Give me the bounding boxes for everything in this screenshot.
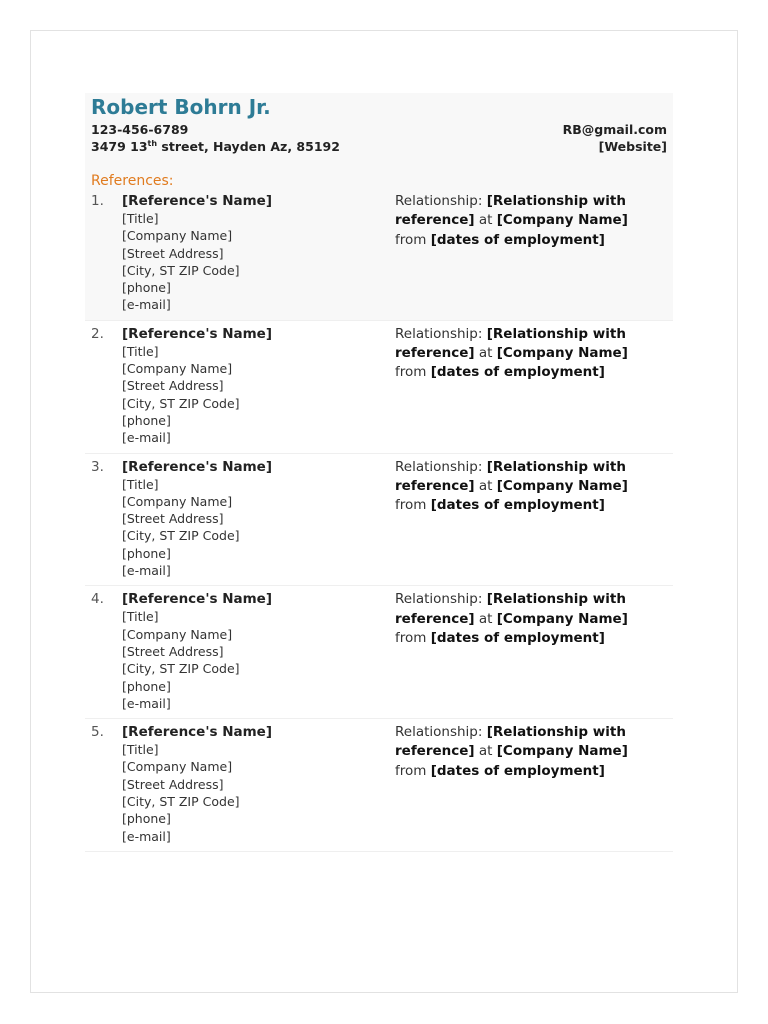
reference-item	[85, 190, 673, 321]
reference-number: 4.	[91, 591, 104, 608]
relationship-value: [Relationship with reference]	[395, 591, 626, 627]
contact-right	[563, 121, 667, 155]
address-number: 3479 13	[91, 139, 148, 154]
reference-phone: [phone]	[122, 280, 171, 296]
reference-city: [City, ST ZIP Code]	[122, 262, 240, 278]
relationship-company: [Company Name]	[496, 610, 628, 627]
from-label: from	[395, 762, 431, 779]
reference-email: [e-mail]	[122, 563, 171, 579]
relationship-company: [Company Name]	[496, 743, 628, 760]
at-label: at	[474, 610, 497, 627]
phone-number: 123-456-6789	[91, 122, 189, 137]
reference-title: [Title]	[122, 609, 159, 625]
reference-title: [Title]	[122, 343, 159, 359]
reference-street: [Street Address]	[122, 245, 224, 261]
from-label: from	[395, 629, 431, 646]
at-label: at	[474, 477, 497, 494]
reference-company: [Company Name]	[122, 361, 233, 377]
reference-title: [Title]	[122, 742, 159, 758]
at-label: at	[474, 345, 497, 362]
reference-name: [Reference's Name]	[122, 591, 273, 608]
reference-name: [Reference's Name]	[122, 193, 273, 209]
email-address: RB@gmail.com	[562, 122, 667, 137]
reference-contact	[122, 723, 395, 845]
contact-row	[91, 121, 667, 155]
reference-city: [City, ST ZIP Code]	[122, 661, 240, 677]
from-label: from	[395, 497, 431, 514]
at-label: at	[474, 212, 497, 229]
relationship-label: Relationship:	[395, 325, 487, 342]
reference-number: 5.	[91, 724, 104, 741]
reference-street: [Street Address]	[122, 378, 224, 394]
reference-street: [Street Address]	[122, 776, 224, 792]
section-title: References:	[91, 173, 174, 189]
reference-company: [Company Name]	[122, 493, 233, 509]
reference-name: [Reference's Name]	[122, 724, 273, 741]
employment-dates: [dates of employment]	[430, 231, 605, 248]
reference-name: [Reference's Name]	[122, 458, 273, 475]
reference-phone: [phone]	[122, 545, 171, 561]
relationship-label: Relationship:	[395, 458, 487, 475]
document-page	[30, 30, 738, 993]
reference-email: [e-mail]	[122, 828, 171, 844]
reference-number: 1.	[91, 193, 104, 209]
reference-city: [City, ST ZIP Code]	[122, 395, 240, 411]
reference-item	[85, 586, 673, 719]
reference-relationship	[395, 458, 667, 580]
reference-city: [City, ST ZIP Code]	[122, 794, 240, 810]
reference-title: [Title]	[122, 211, 159, 226]
reference-phone: [phone]	[122, 811, 171, 827]
reference-item	[85, 454, 673, 587]
reference-contact	[122, 325, 395, 447]
reference-relationship	[395, 590, 667, 712]
reference-phone: [phone]	[122, 678, 171, 694]
reference-number: 3.	[91, 458, 104, 475]
reference-phone: [phone]	[122, 412, 171, 428]
reference-contact	[122, 458, 395, 580]
employment-dates: [dates of employment]	[430, 762, 605, 779]
reference-street: [Street Address]	[122, 511, 224, 527]
website: [Website]	[598, 139, 667, 154]
from-label: from	[395, 231, 431, 248]
relationship-company: [Company Name]	[496, 477, 628, 494]
document-content	[85, 93, 673, 852]
employment-dates: [dates of employment]	[430, 629, 605, 646]
reference-name: [Reference's Name]	[122, 325, 273, 342]
contact-left	[91, 121, 340, 155]
employment-dates: [dates of employment]	[430, 364, 605, 381]
reference-company: [Company Name]	[122, 759, 233, 775]
reference-list	[85, 190, 673, 852]
reference-number: 2.	[91, 325, 104, 342]
reference-relationship	[395, 325, 667, 447]
address-suffix: th	[147, 138, 158, 148]
reference-relationship	[395, 723, 667, 845]
relationship-value: [Relationship with reference]	[395, 325, 626, 362]
reference-company: [Company Name]	[122, 228, 233, 244]
reference-contact	[122, 590, 395, 712]
reference-contact	[122, 192, 395, 314]
reference-item	[85, 719, 673, 852]
reference-email: [e-mail]	[122, 430, 171, 446]
relationship-value: [Relationship with reference]	[395, 458, 626, 494]
relationship-label: Relationship:	[395, 591, 487, 608]
reference-street: [Street Address]	[122, 643, 224, 659]
relationship-label: Relationship:	[395, 193, 487, 209]
address-rest: street, Hayden Az, 85192	[157, 139, 340, 154]
street-address	[91, 138, 340, 155]
relationship-value: [Relationship with reference]	[395, 193, 626, 229]
relationship-label: Relationship:	[395, 724, 487, 741]
relationship-value: [Relationship with reference]	[395, 724, 626, 760]
reference-email: [e-mail]	[122, 297, 171, 313]
reference-company: [Company Name]	[122, 626, 233, 642]
at-label: at	[474, 743, 497, 760]
employment-dates: [dates of employment]	[430, 497, 605, 514]
reference-email: [e-mail]	[122, 695, 171, 711]
relationship-company: [Company Name]	[496, 345, 628, 362]
header	[85, 93, 673, 190]
reference-relationship	[395, 192, 667, 314]
reference-title: [Title]	[122, 476, 159, 492]
reference-city: [City, ST ZIP Code]	[122, 528, 240, 544]
from-label: from	[395, 364, 431, 381]
relationship-company: [Company Name]	[496, 212, 628, 229]
person-name: Robert Bohrn Jr.	[91, 95, 271, 119]
reference-item	[85, 321, 673, 454]
